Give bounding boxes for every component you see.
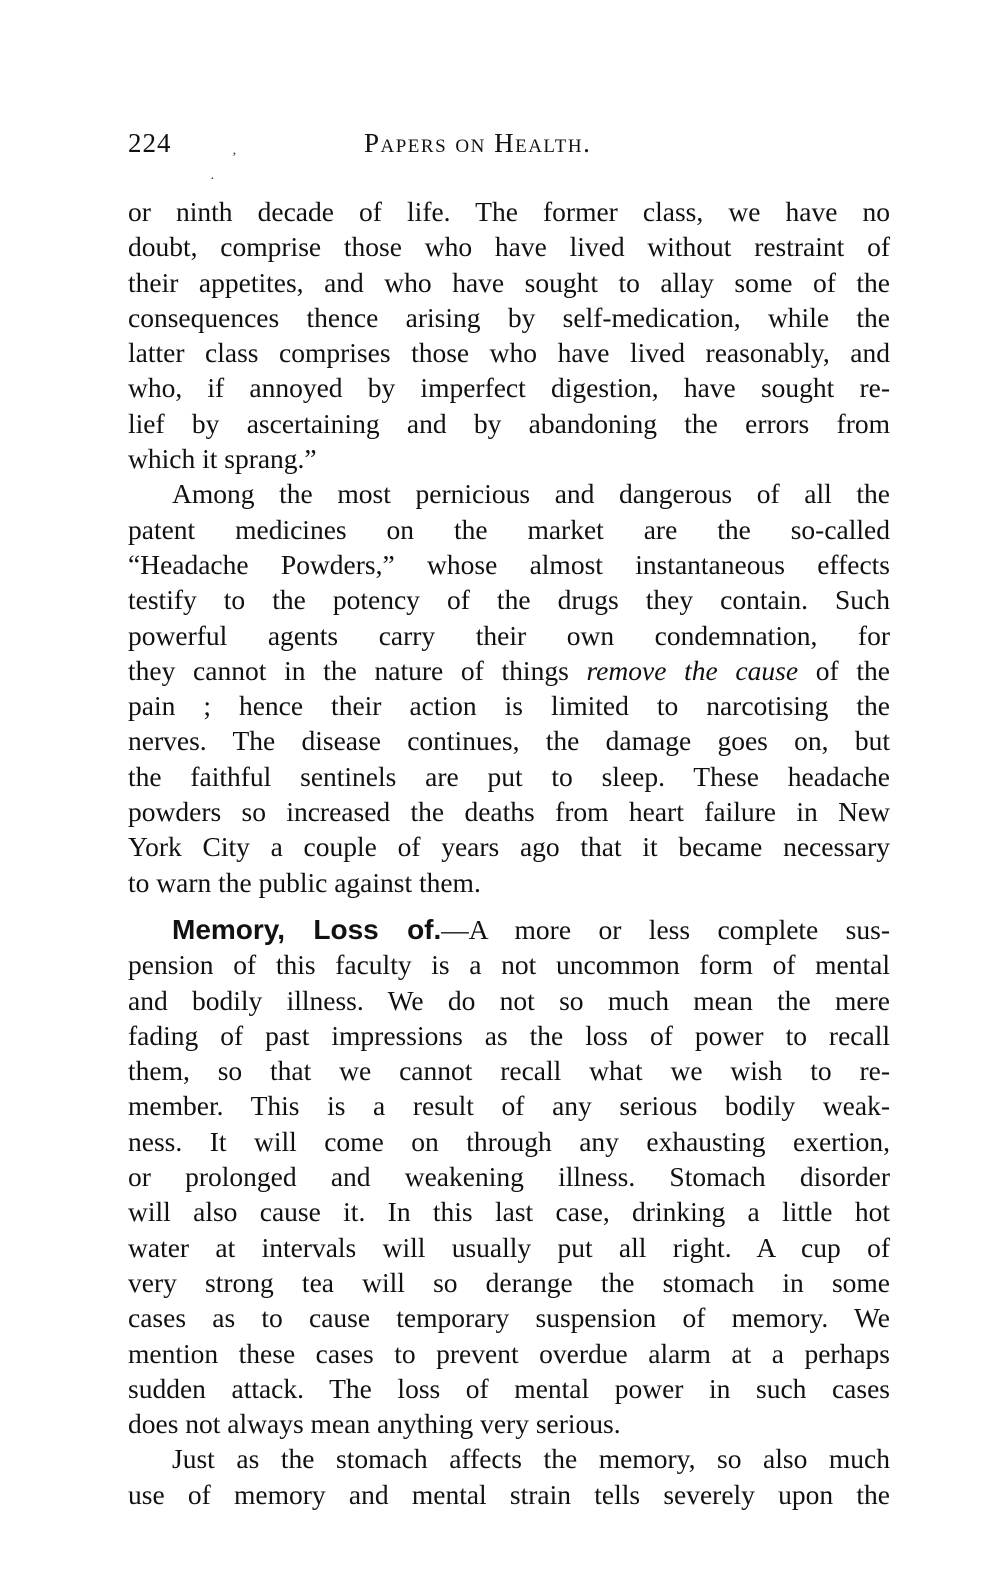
text-line: and bodily illness. We do not so much mean the mere [128,984,890,1016]
text-line-with-italic [128,653,890,688]
text-line: doubt, comprise those who have lived without restraint of [128,231,890,263]
text-line: mention these cases to prevent overdue alarm at a perhaps [128,1337,890,1369]
page-number: 224 [128,128,172,158]
entry-spacing [128,900,890,912]
text-run: they cannot in the nature of things [128,654,587,686]
text-line: fading of past impressions as the loss of power to recall [128,1019,890,1051]
text-line: their appetites, and who have sought to allay some of the [128,266,890,298]
text-line: does not always mean anything very serious. [128,1408,621,1440]
running-head: Papers on Health. [364,128,592,158]
text-line: cases as to cause temporary suspension of memory. We [128,1302,890,1334]
text-line: powerful agents carry their own condemnation, for [128,619,890,651]
text-run: —A more or less complete sus- [441,913,890,945]
text-line: water at intervals will usually put all right. A cup of [128,1231,890,1263]
text-line: York City a couple of years ago that it became necessary [128,831,890,863]
text-line: to warn the public against them. [128,866,481,898]
entry-heading: Memory, Loss of. [172,913,442,945]
text-line: ness. It will come on through any exhausting exertion, [128,1125,890,1157]
entry-memory-loss [128,912,890,1441]
text-line: consequences thence arising by self-medication, while the [128,301,890,333]
paragraph-stomach-memory [128,1441,890,1512]
text-line: Just as the stomach affects the memory, so also much [172,1443,890,1475]
paragraph-headache-powders [128,476,890,900]
paragraph-quotation-end [128,194,890,476]
text-line: “Headache Powders,” whose almost instantaneous effects [128,548,890,580]
text-line: lief by ascertaining and by abandoning the errors from [128,407,890,439]
text-line: the faithful sentinels are put to sleep. These headache [128,760,890,792]
text-line: who, if annoyed by imperfect digestion, have sought re- [128,372,890,404]
text-line: member. This is a result of any serious bodily weak- [128,1090,890,1122]
text-line: will also cause it. In this last case, drinking a little hot [128,1196,890,1228]
text-line: use of memory and mental strain tells severely upon the [128,1478,890,1510]
text-line: or prolonged and weakening illness. Stomach disorder [128,1161,890,1193]
page-header [128,128,888,168]
text-line: or ninth decade of life. The former class, we have no [128,196,890,227]
text-line: pain ; hence their action is limited to narcotising the [128,690,890,722]
text-line: powders so increased the deaths from heart failure in New [128,796,890,828]
text-line-entry-start [128,912,890,947]
italic-emphasis: remove the cause [586,654,799,686]
text-line: nerves. The disease continues, the damage goes on, but [128,725,890,757]
text-line: very strong tea will so derange the stomach in some [128,1266,890,1298]
text-line: latter class comprises those who have lived reasonably, and [128,337,890,369]
text-line: them, so that we cannot recall what we wish to re- [128,1055,890,1087]
body-text [128,194,890,1512]
text-line: patent medicines on the market are the so-called [128,513,890,545]
text-line: testify to the potency of the drugs they contain. Such [128,584,890,616]
text-line: Among the most pernicious and dangerous of all the [172,478,890,510]
text-line: pension of this faculty is a not uncommon form of mental [128,949,890,981]
text-line: sudden attack. The loss of mental power in such cases [128,1372,890,1404]
text-line: which it sprang.” [128,443,317,475]
text-run: of the [798,654,890,686]
scan-speck: · [210,172,215,187]
scan-speck: ‚ [232,143,237,158]
